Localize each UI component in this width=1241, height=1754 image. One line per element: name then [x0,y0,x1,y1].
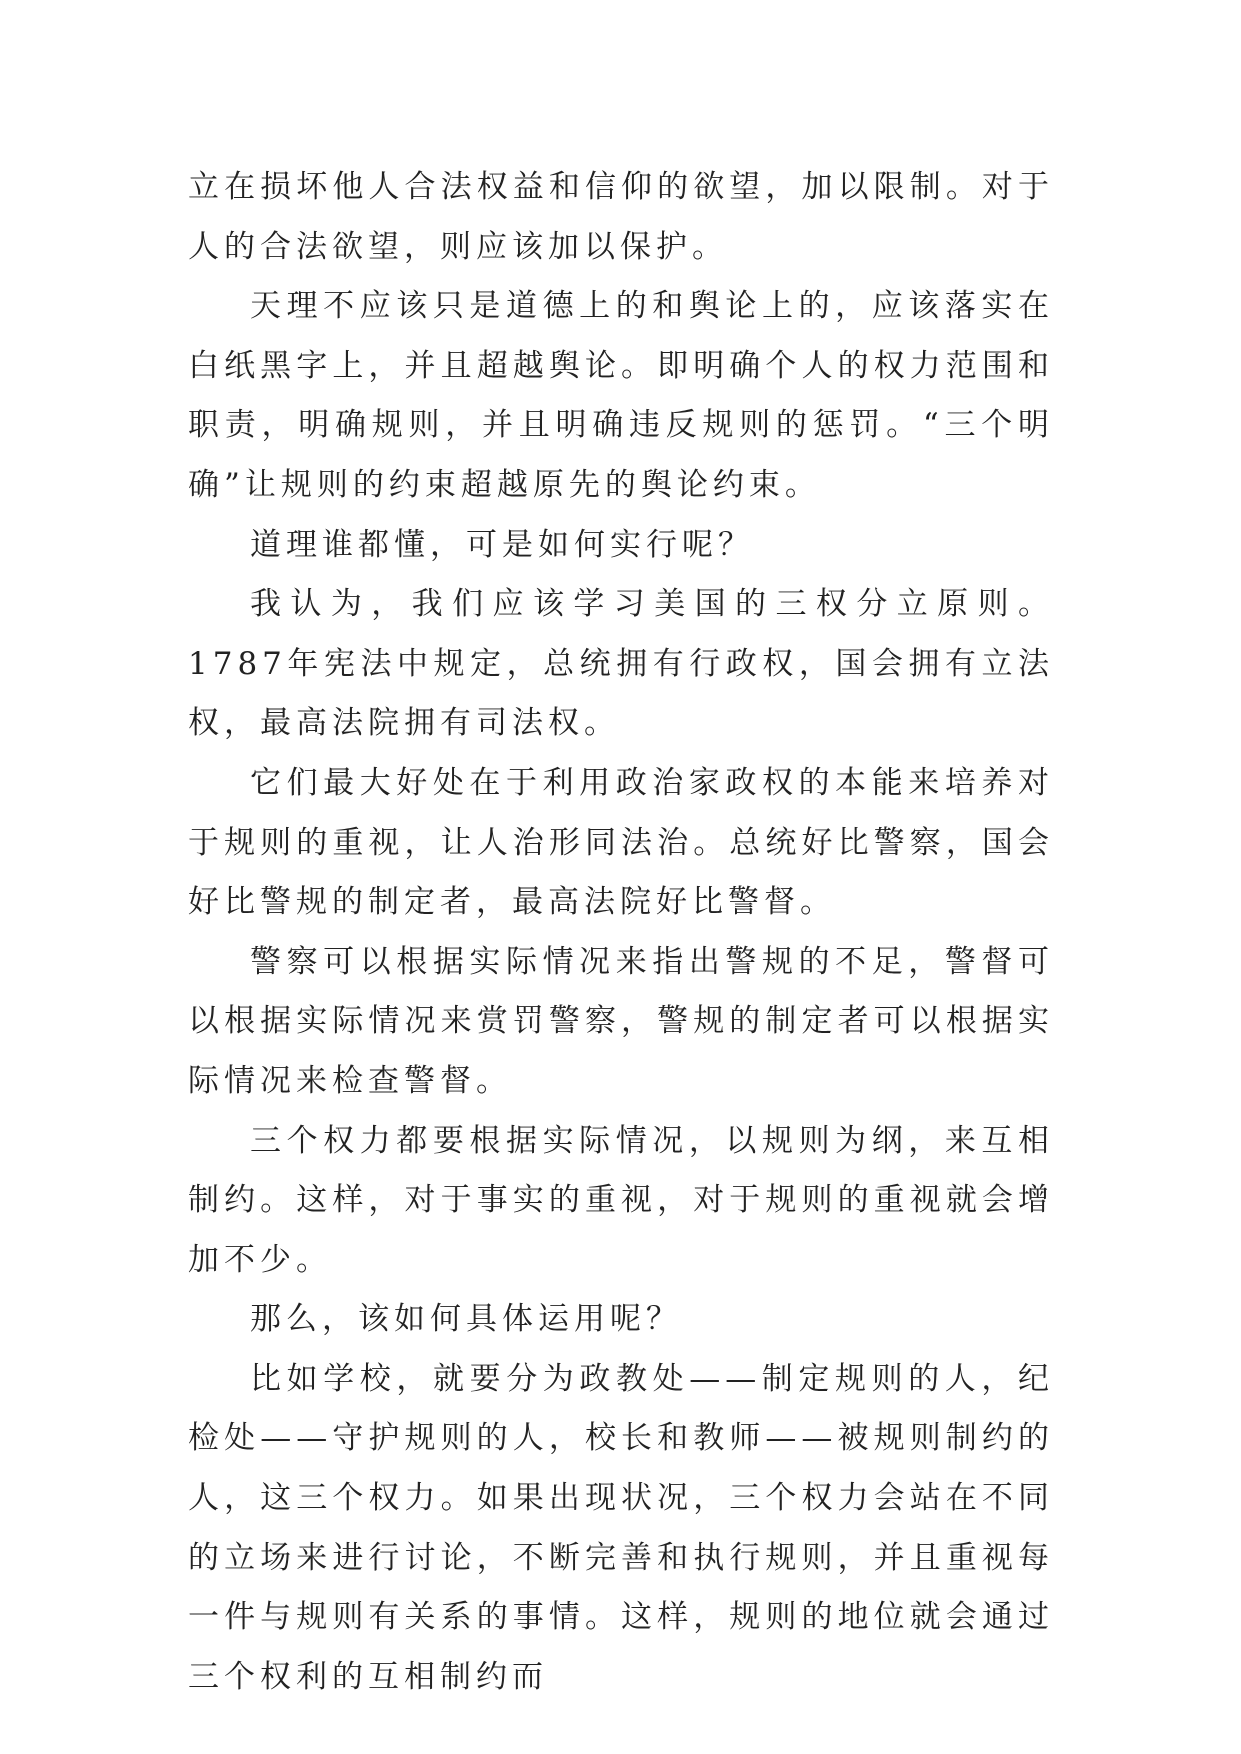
paragraph: 那么，该如何具体运用呢？ [250,1301,682,1338]
paragraph: 道理谁都懂，可是如何实行呢？ [250,526,754,563]
paragraph: 我认为，我们应该学习美国的三权分立原则。1787年宪法中规定，总统拥有行政权，国会拥有立法权，最高法院拥有司法权。 [188,586,1054,742]
document-body [188,158,1054,1707]
paragraph: 警察可以根据实际情况来指出警规的不足，警督可以根据实际情况来赏罚警察，警规的制定者可以根据实际情况来检查警督。 [188,943,1054,1099]
paragraph: 三个权力都要根据实际情况，以规则为纲，来互相制约。这样，对于事实的重视，对于规则的重视就会增加不少。 [188,1122,1054,1278]
paragraph: 比如学校，就要分为政教处——制定规则的人，纪检处——守护规则的人，校长和教师——被规则制约的人，这三个权力。如果出现状况，三个权力会站在不同的立场来进行讨论，不断完善和执行规则，并且重视每一件与规则有关系的事情。这样，规则的地位就会通过三个权利的互相制约而 [188,1360,1054,1695]
paragraph: 天理不应该只是道德上的和舆论上的，应该落实在白纸黑字上，并且超越舆论。即明确个人的权力范围和职责，明确规则，并且明确违反规则的惩罚。“三个明确”让规则的约束超越原先的舆论约束。 [188,288,1054,503]
paragraph: 立在损坏他人合法权益和信仰的欲望，加以限制。对于人的合法欲望，则应该加以保护。 [188,169,1054,265]
paragraph: 它们最大好处在于利用政治家政权的本能来培养对于规则的重视，让人治形同法治。总统好比警察，国会好比警规的制定者，最高法院好比警督。 [188,764,1054,921]
